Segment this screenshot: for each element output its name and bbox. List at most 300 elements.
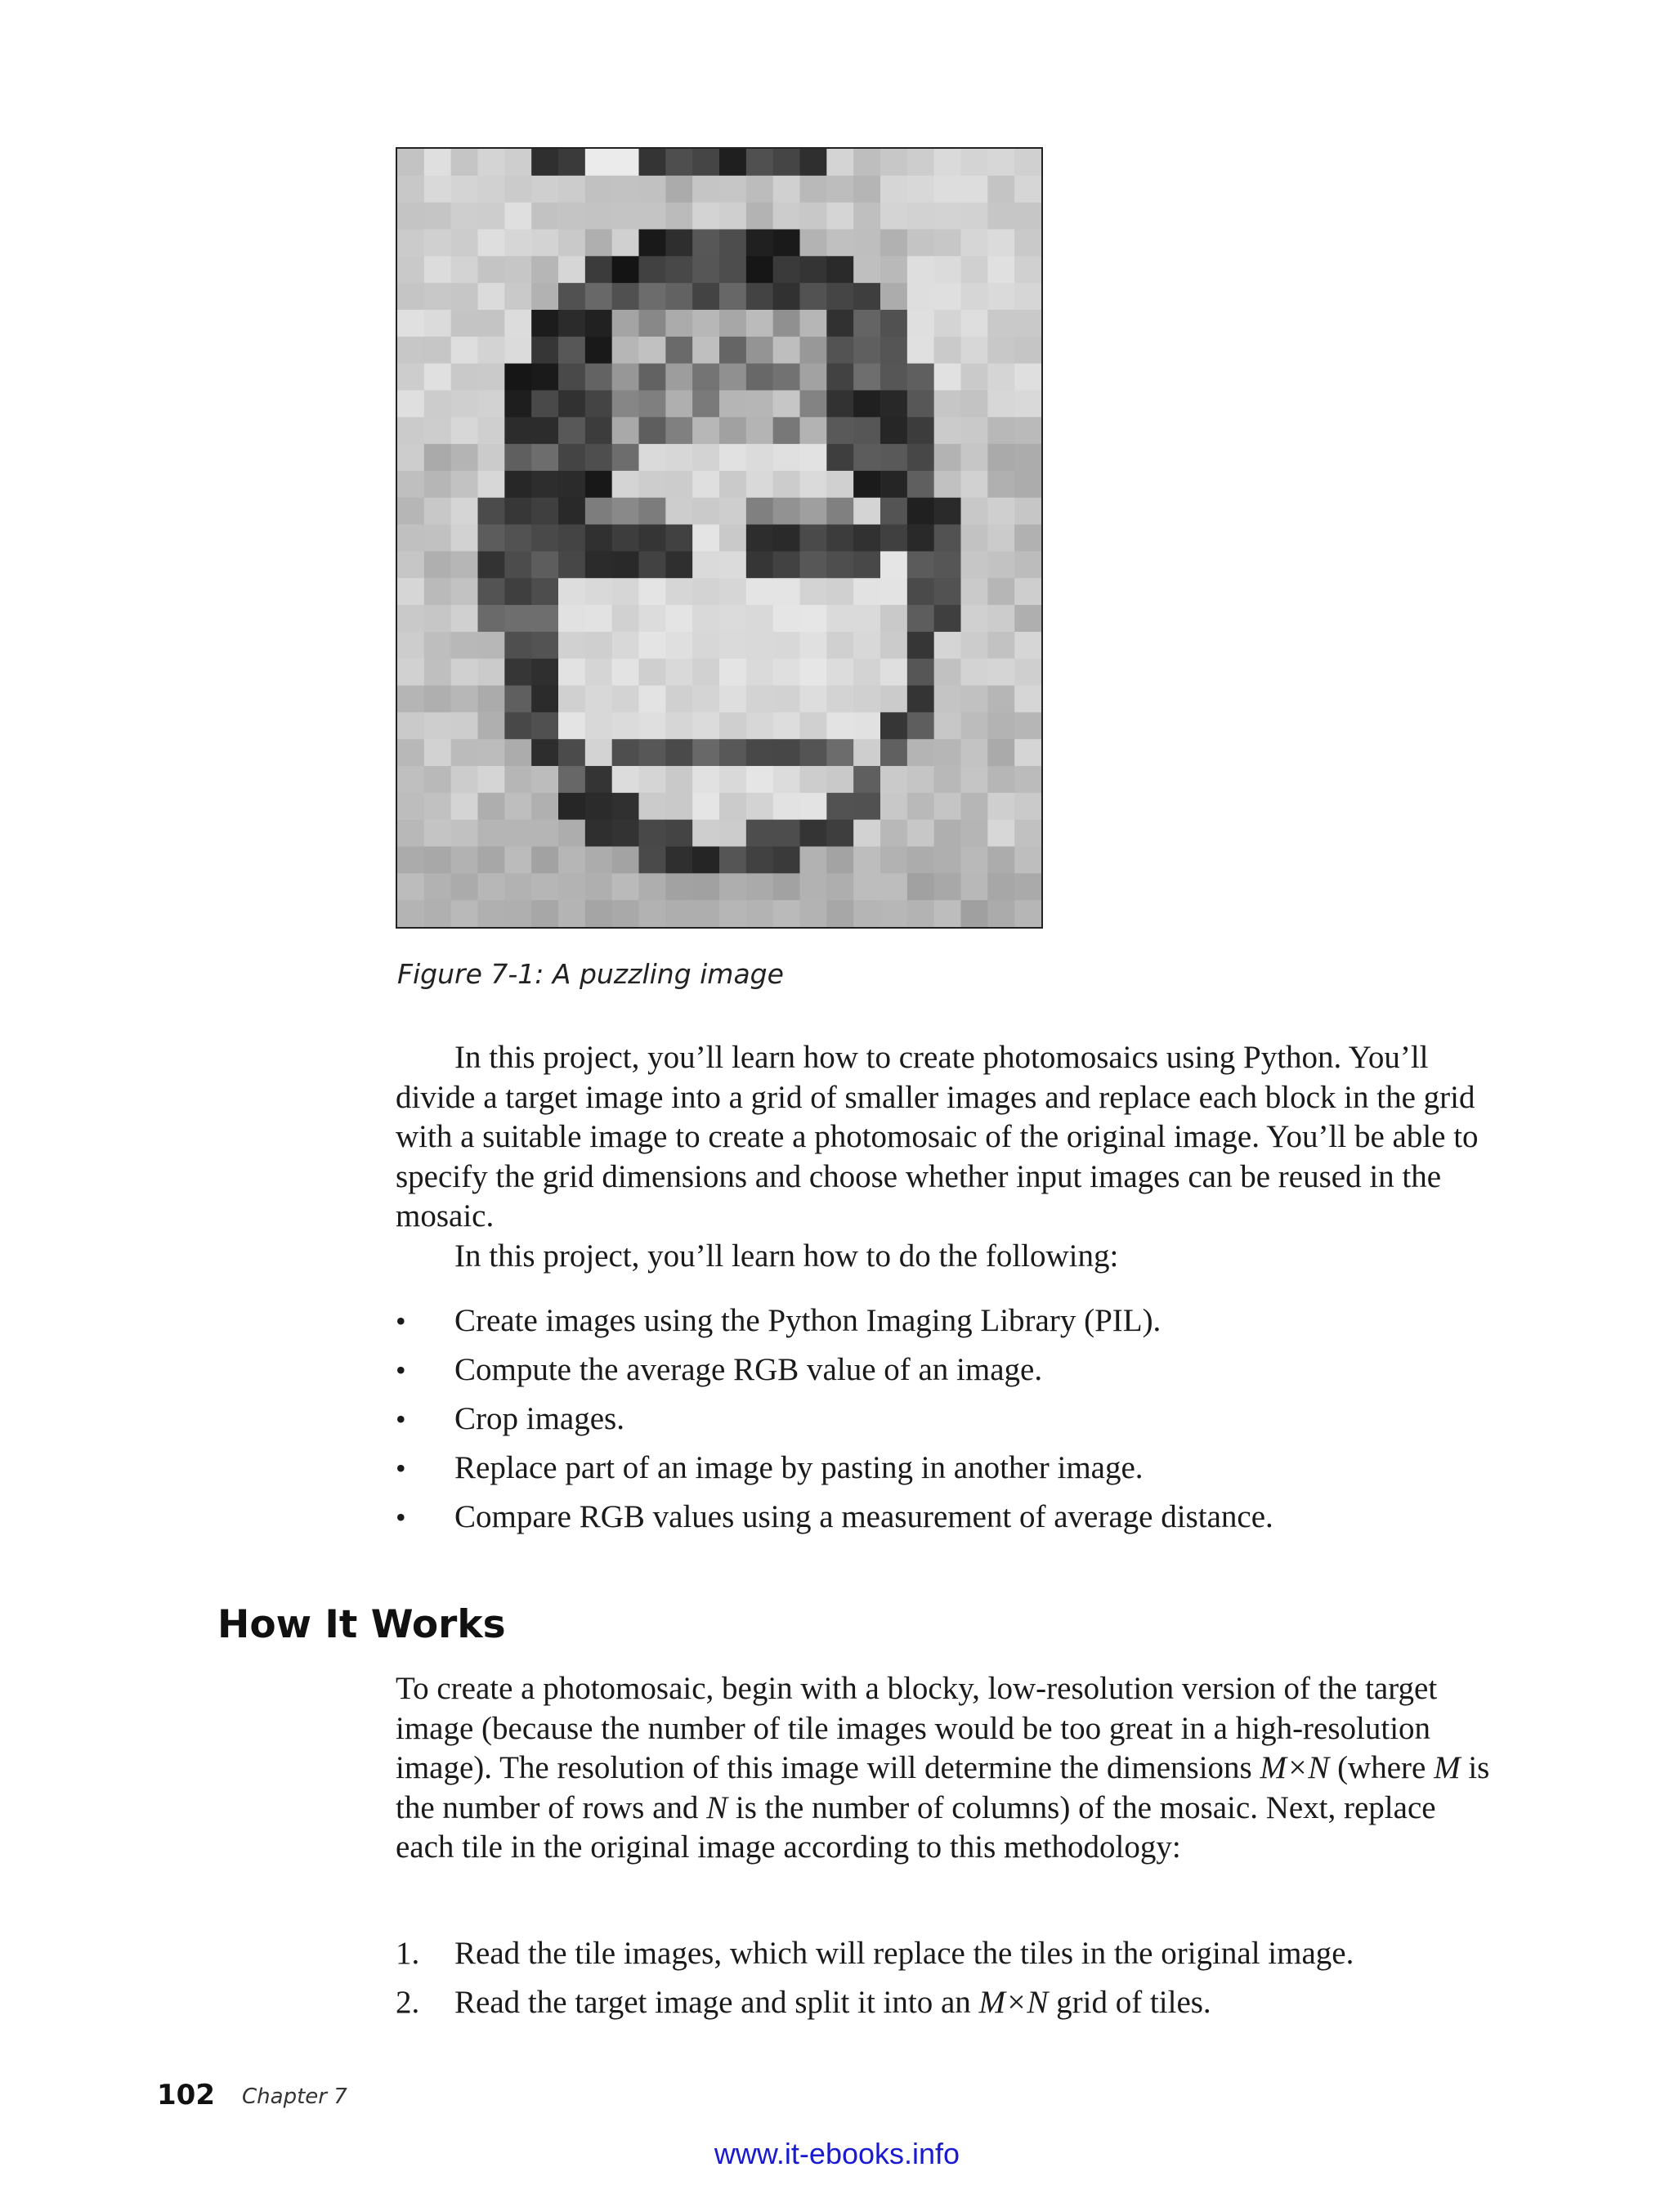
mosaic-tile	[397, 605, 424, 632]
mosaic-tile	[451, 766, 478, 793]
mosaic-tile	[853, 739, 880, 766]
mosaic-tile	[558, 337, 585, 364]
mosaic-tile	[853, 498, 880, 525]
mosaic-tile	[800, 364, 827, 391]
mosaic-tile	[719, 498, 746, 525]
mosaic-tile	[1014, 471, 1041, 498]
mosaic-tile	[692, 820, 719, 847]
mosaic-tile	[853, 444, 880, 471]
mosaic-tile	[961, 256, 988, 283]
mosaic-tile	[397, 578, 424, 605]
mosaic-tile	[531, 659, 558, 686]
mosaic-tile	[478, 847, 505, 874]
mosaic-tile	[987, 256, 1014, 283]
mosaic-tile	[504, 203, 531, 230]
mosaic-tile	[424, 793, 451, 820]
mosaic-tile	[612, 551, 639, 578]
mosaic-tile	[585, 337, 612, 364]
mosaic-tile	[746, 793, 773, 820]
mosaic-tile	[987, 847, 1014, 874]
mosaic-tile	[934, 337, 961, 364]
mosaic-tile	[424, 873, 451, 900]
mosaic-tile	[746, 310, 773, 337]
mosaic-tile	[585, 551, 612, 578]
mosaic-tile	[719, 766, 746, 793]
mosaic-tile	[531, 551, 558, 578]
mosaic-tile	[773, 632, 800, 659]
mosaic-tile	[1014, 149, 1041, 176]
mosaic-tile	[934, 417, 961, 444]
mosaic-tile	[424, 337, 451, 364]
mosaic-tile	[907, 686, 934, 713]
mosaic-tile	[424, 525, 451, 552]
mosaic-tile	[639, 229, 666, 256]
mosaic-tile	[934, 659, 961, 686]
mosaic-tile	[826, 390, 853, 417]
mosaic-tile	[719, 659, 746, 686]
math-mxn: M×N	[1260, 1750, 1330, 1785]
mosaic-tile	[451, 578, 478, 605]
mosaic-tile	[665, 337, 692, 364]
mosaic-tile	[800, 605, 827, 632]
mosaic-tile	[773, 605, 800, 632]
mosaic-tile	[1014, 551, 1041, 578]
mosaic-tile	[639, 444, 666, 471]
mosaic-tile	[585, 686, 612, 713]
mosaic-tile	[719, 364, 746, 391]
mosaic-tile	[1014, 847, 1041, 874]
mosaic-tile	[397, 900, 424, 927]
mosaic-tile	[639, 283, 666, 310]
mosaic-tile	[746, 659, 773, 686]
mosaic-tile	[746, 176, 773, 203]
mosaic-tile	[961, 900, 988, 927]
mosaic-tile	[907, 176, 934, 203]
mosaic-tile	[1014, 712, 1041, 739]
mosaic-tile	[424, 149, 451, 176]
mosaic-tile	[531, 820, 558, 847]
intro-paragraph-1: In this project, you’ll learn how to create photomosaics using Python. You’ll divide a target image into a grid of smaller images and replace each block in the grid with a suitable image to create a photomosaic of the original image. You’ll be able to specify the grid dimensions and choose whether input images can be reused in the mosaic.	[396, 1040, 1479, 1234]
mosaic-tile	[531, 310, 558, 337]
mosaic-tile	[961, 793, 988, 820]
mosaic-tile	[961, 551, 988, 578]
mosaic-tile	[692, 337, 719, 364]
mosaic-tile	[987, 417, 1014, 444]
mosaic-tile	[478, 229, 505, 256]
mosaic-tile	[746, 686, 773, 713]
mosaic-tile	[504, 766, 531, 793]
mosaic-tile	[451, 847, 478, 874]
mosaic-tile	[692, 686, 719, 713]
mosaic-tile	[853, 900, 880, 927]
mosaic-tile	[531, 390, 558, 417]
mosaic-tile	[826, 659, 853, 686]
mosaic-tile	[585, 390, 612, 417]
mosaic-tile	[961, 310, 988, 337]
mosaic-tile	[585, 417, 612, 444]
mosaic-tile	[880, 390, 907, 417]
mosaic-tile	[504, 900, 531, 927]
mosaic-tile	[826, 605, 853, 632]
mosaic-tile	[504, 686, 531, 713]
list-item-text: Compare RGB values using a measurement of average distance.	[454, 1499, 1273, 1534]
learning-list	[396, 1301, 1491, 1547]
mosaic-tile	[800, 739, 827, 766]
mosaic-tile	[880, 712, 907, 739]
mosaic-tile	[1014, 793, 1041, 820]
mosaic-tile	[961, 659, 988, 686]
mosaic-tile	[853, 283, 880, 310]
mosaic-tile	[692, 632, 719, 659]
mosaic-tile	[826, 229, 853, 256]
mosaic-tile	[558, 847, 585, 874]
mosaic-tile	[558, 900, 585, 927]
mosaic-tile	[1014, 632, 1041, 659]
step-number: 1.	[396, 1936, 420, 1971]
mosaic-tile	[907, 498, 934, 525]
mosaic-tile	[987, 605, 1014, 632]
mosaic-tile	[800, 847, 827, 874]
mosaic-tile	[987, 229, 1014, 256]
mosaic-tile	[504, 444, 531, 471]
mosaic-tile	[397, 498, 424, 525]
mosaic-tile	[934, 525, 961, 552]
mosaic-tile	[558, 632, 585, 659]
mosaic-tile	[665, 229, 692, 256]
mosaic-tile	[934, 364, 961, 391]
mosaic-tile	[880, 229, 907, 256]
chapter-label: Chapter 7	[242, 2084, 347, 2109]
mosaic-tile	[880, 820, 907, 847]
mosaic-tile	[531, 229, 558, 256]
mosaic-tile	[612, 417, 639, 444]
mosaic-tile	[612, 390, 639, 417]
mosaic-tile	[719, 390, 746, 417]
mosaic-tile	[826, 498, 853, 525]
step-text: Read the tile images, which will replace the tiles in the original image.	[454, 1936, 1354, 1971]
mosaic-tile	[880, 203, 907, 230]
mosaic-tile	[826, 444, 853, 471]
mosaic-tile	[719, 417, 746, 444]
mosaic-tile	[397, 149, 424, 176]
mosaic-tile	[692, 283, 719, 310]
mosaic-tile	[907, 793, 934, 820]
mosaic-tile	[478, 712, 505, 739]
mosaic-tile	[612, 766, 639, 793]
mosaic-tile	[1014, 498, 1041, 525]
mosaic-tile	[719, 900, 746, 927]
mosaic-tile	[987, 873, 1014, 900]
mosaic-tile	[773, 686, 800, 713]
mosaic-tile	[826, 900, 853, 927]
section-text	[396, 1669, 1491, 1868]
mosaic-tile	[1014, 605, 1041, 632]
mosaic-tile	[853, 766, 880, 793]
list-item-text: Replace part of an image by pasting in another image.	[454, 1450, 1144, 1485]
mosaic-tile	[639, 256, 666, 283]
list-item	[396, 1399, 1491, 1449]
mosaic-tile	[692, 364, 719, 391]
mosaic-tile	[531, 256, 558, 283]
mosaic-tile	[504, 820, 531, 847]
mosaic-tile	[585, 873, 612, 900]
mosaic-tile	[558, 390, 585, 417]
mosaic-tile	[424, 176, 451, 203]
mosaic-tile	[504, 659, 531, 686]
mosaic-tile	[987, 525, 1014, 552]
figure-caption: Figure 7-1: A puzzling image	[397, 958, 784, 990]
mosaic-tile	[826, 203, 853, 230]
mosaic-tile	[853, 176, 880, 203]
mosaic-tile	[934, 632, 961, 659]
mosaic-tile	[478, 203, 505, 230]
mosaic-tile	[585, 578, 612, 605]
mosaic-tile	[639, 712, 666, 739]
intro-text	[396, 1038, 1491, 1276]
mosaic-tile	[773, 310, 800, 337]
mosaic-tile	[853, 551, 880, 578]
mosaic-tile	[880, 176, 907, 203]
mosaic-tile	[987, 659, 1014, 686]
mosaic-tile	[397, 659, 424, 686]
mosaic-tile	[719, 337, 746, 364]
mosaic-tile	[826, 793, 853, 820]
mosaic-tile	[746, 820, 773, 847]
mosaic-tile	[773, 900, 800, 927]
mosaic-tile	[451, 793, 478, 820]
mosaic-tile	[424, 498, 451, 525]
mosaic-tile	[451, 149, 478, 176]
mosaic-tile	[934, 444, 961, 471]
mosaic-tile	[719, 471, 746, 498]
mosaic-tile	[531, 337, 558, 364]
mosaic-tile	[746, 471, 773, 498]
mosaic-tile	[665, 793, 692, 820]
mosaic-tile	[585, 256, 612, 283]
mosaic-tile	[719, 686, 746, 713]
mosaic-tile	[987, 310, 1014, 337]
mosaic-tile	[800, 793, 827, 820]
mosaic-tile	[531, 712, 558, 739]
mosaic-tile	[504, 793, 531, 820]
mosaic-tile	[746, 873, 773, 900]
mosaic-tile	[719, 256, 746, 283]
mosaic-tile	[987, 712, 1014, 739]
mosaic-tile	[934, 390, 961, 417]
mosaic-tile	[585, 176, 612, 203]
mosaic-tile	[987, 686, 1014, 713]
mosaic-tile	[1014, 176, 1041, 203]
mosaic-tile	[692, 900, 719, 927]
mosaic-tile	[826, 578, 853, 605]
mosaic-tile	[934, 820, 961, 847]
mosaic-tile	[773, 820, 800, 847]
mosaic-tile	[961, 229, 988, 256]
mosaic-tile	[558, 712, 585, 739]
mosaic-tile	[504, 578, 531, 605]
mosaic-tile	[987, 390, 1014, 417]
mosaic-tile	[451, 820, 478, 847]
mosaic-tile	[639, 498, 666, 525]
mosaic-tile	[961, 283, 988, 310]
mosaic-tile	[451, 605, 478, 632]
mosaic-tile	[692, 525, 719, 552]
mosaic-tile	[665, 551, 692, 578]
mosaic-tile	[558, 659, 585, 686]
mosaic-tile	[478, 256, 505, 283]
mosaic-tile	[397, 337, 424, 364]
mosaic-tile	[961, 605, 988, 632]
mosaic-tile	[961, 820, 988, 847]
source-link[interactable]: www.it-ebooks.info	[714, 2137, 960, 2170]
mosaic-tile	[451, 551, 478, 578]
mosaic-tile	[719, 605, 746, 632]
mosaic-tile	[639, 766, 666, 793]
mosaic-tile	[451, 525, 478, 552]
mosaic-tile	[397, 229, 424, 256]
mosaic-tile	[800, 337, 827, 364]
list-item-text: Compute the average RGB value of an image.	[454, 1352, 1043, 1387]
mosaic-tile	[773, 793, 800, 820]
mosaic-tile	[504, 176, 531, 203]
mosaic-tile	[424, 712, 451, 739]
mosaic-tile	[531, 417, 558, 444]
mosaic-tile	[612, 283, 639, 310]
pixelated-figure	[396, 147, 1043, 929]
mosaic-tile	[800, 390, 827, 417]
mosaic-tile	[853, 659, 880, 686]
mosaic-tile	[612, 686, 639, 713]
mosaic-tile	[934, 471, 961, 498]
mosaic-tile	[665, 605, 692, 632]
mosaic-tile	[478, 283, 505, 310]
mosaic-tile	[961, 578, 988, 605]
mosaic-tile	[692, 498, 719, 525]
mosaic-tile	[987, 471, 1014, 498]
mosaic-tile	[719, 525, 746, 552]
mosaic-tile	[746, 900, 773, 927]
mosaic-tile	[531, 471, 558, 498]
mosaic-tile	[961, 337, 988, 364]
mosaic-tile	[853, 471, 880, 498]
mosaic-tile	[987, 551, 1014, 578]
mosaic-tile	[934, 149, 961, 176]
mosaic-tile	[719, 632, 746, 659]
mosaic-tile	[719, 283, 746, 310]
mosaic-tile	[639, 793, 666, 820]
mosaic-tile	[934, 739, 961, 766]
mosaic-tile	[665, 283, 692, 310]
mosaic-tile	[853, 229, 880, 256]
mosaic-tile	[773, 337, 800, 364]
mosaic-tile	[397, 256, 424, 283]
mosaic-tile	[639, 176, 666, 203]
mosaic-tile	[800, 417, 827, 444]
mosaic-tile	[612, 176, 639, 203]
mosaic-tile	[746, 632, 773, 659]
mosaic-tile	[478, 605, 505, 632]
mosaic-tile	[800, 471, 827, 498]
mosaic-tile	[531, 873, 558, 900]
mosaic-tile	[907, 203, 934, 230]
mosaic-tile	[853, 417, 880, 444]
mosaic-tile	[826, 471, 853, 498]
mosaic-tile	[397, 471, 424, 498]
mosaic-tile	[773, 229, 800, 256]
mosaic-tile	[451, 873, 478, 900]
mosaic-tile	[692, 471, 719, 498]
mosaic-tile	[907, 578, 934, 605]
mosaic-tile	[773, 417, 800, 444]
mosaic-tile	[558, 203, 585, 230]
mosaic-tile	[934, 310, 961, 337]
mosaic-tile	[1014, 203, 1041, 230]
mosaic-tile	[934, 873, 961, 900]
mosaic-tile	[692, 203, 719, 230]
mosaic-tile	[773, 149, 800, 176]
mosaic-tile	[665, 256, 692, 283]
mosaic-tile	[826, 176, 853, 203]
mosaic-tile	[612, 847, 639, 874]
mosaic-tile	[478, 444, 505, 471]
list-item-text: Crop images.	[454, 1401, 624, 1436]
mosaic-tile	[800, 229, 827, 256]
mosaic-tile	[504, 471, 531, 498]
mosaic-tile	[746, 525, 773, 552]
list-item-text: Create images using the Python Imaging Library (PIL).	[454, 1303, 1162, 1338]
mosaic-tile	[961, 525, 988, 552]
mosaic-tile	[424, 390, 451, 417]
mosaic-tile	[397, 793, 424, 820]
mosaic-tile	[773, 390, 800, 417]
mosaic-tile	[1014, 686, 1041, 713]
mosaic-tile	[478, 551, 505, 578]
bullet-icon: •	[396, 1354, 406, 1386]
mosaic-tile	[639, 820, 666, 847]
list-item	[396, 1301, 1491, 1350]
mosaic-tile	[397, 551, 424, 578]
mosaic-tile	[800, 149, 827, 176]
mosaic-tile	[451, 417, 478, 444]
mosaic-tile	[451, 498, 478, 525]
mosaic-tile	[800, 525, 827, 552]
mosaic-tile	[880, 605, 907, 632]
mosaic-tile	[558, 364, 585, 391]
mosaic-tile	[424, 364, 451, 391]
mosaic-tile	[665, 712, 692, 739]
mosaic-tile	[853, 149, 880, 176]
mosaic-tile	[692, 793, 719, 820]
mosaic-tile	[773, 283, 800, 310]
mosaic-tile	[692, 659, 719, 686]
mosaic-tile	[853, 525, 880, 552]
mosaic-tile	[934, 551, 961, 578]
mosaic-tile	[639, 364, 666, 391]
mosaic-image	[397, 149, 1041, 927]
mosaic-tile	[773, 766, 800, 793]
mosaic-tile	[719, 712, 746, 739]
mosaic-tile	[558, 525, 585, 552]
mosaic-tile	[478, 686, 505, 713]
mosaic-tile	[424, 578, 451, 605]
mosaic-tile	[907, 471, 934, 498]
mosaic-tile	[853, 256, 880, 283]
mosaic-tile	[612, 873, 639, 900]
mosaic-tile	[424, 310, 451, 337]
mosaic-tile	[800, 203, 827, 230]
mosaic-tile	[504, 229, 531, 256]
mosaic-tile	[451, 390, 478, 417]
